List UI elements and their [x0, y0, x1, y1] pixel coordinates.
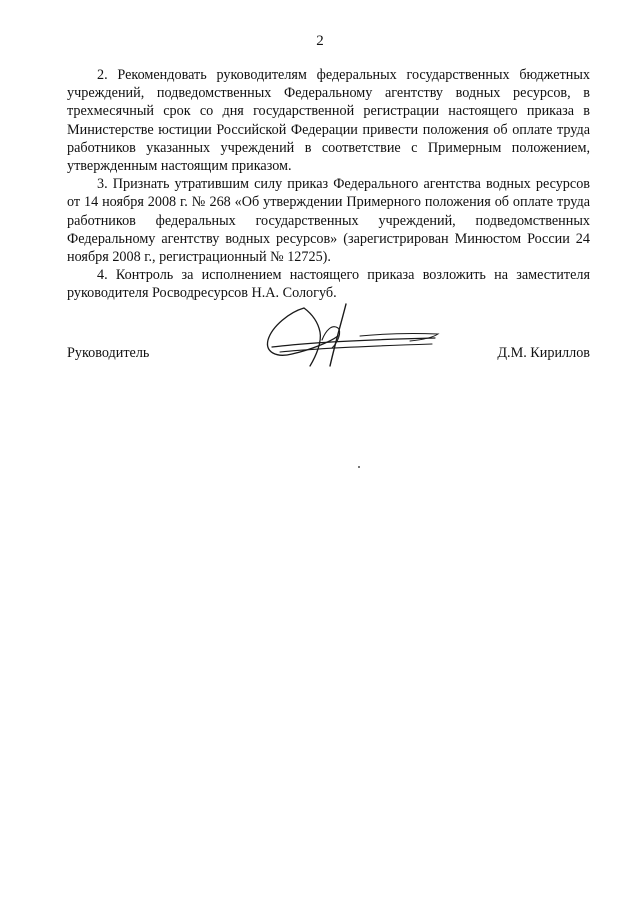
signatory-title: Руководитель	[67, 345, 150, 361]
paragraph-2: 2. Рекомендовать руководителям федеральных государственных бюджетных учреждений, подведомственных Федеральному агентству водных ресурсов, в трехмесячный срок со дня государственной регистрации настоящего приказа в Министерстве юстиции Российской Федерации привести положения об оплате труда работников указанных учреждений в соответствие с Примерным положением, утвержденным настоящим приказом.	[67, 67, 590, 175]
paragraph-3: 3. Признать утратившим силу приказ Федерального агентства водных ресурсов от 14 ноября 2008 г. № 268 «Об утверждении Примерного положения об оплате труда работников федеральных государственных учреждений, подведомственных Федеральному агентству водных ресурсов» (зарегистрирован Минюстом России 24 ноября 2008 г., регистрационный № 12725).	[67, 176, 590, 266]
signature-row	[67, 345, 590, 365]
page-number: 2	[316, 33, 324, 49]
signatory-name: Д.М. Кириллов	[497, 345, 590, 361]
document-body	[67, 66, 590, 303]
scan-speck	[358, 466, 360, 468]
paragraph-4: 4. Контроль за исполнением настоящего приказа возложить на заместителя руководителя Росводресурсов Н.А. Сологуб.	[67, 267, 590, 302]
